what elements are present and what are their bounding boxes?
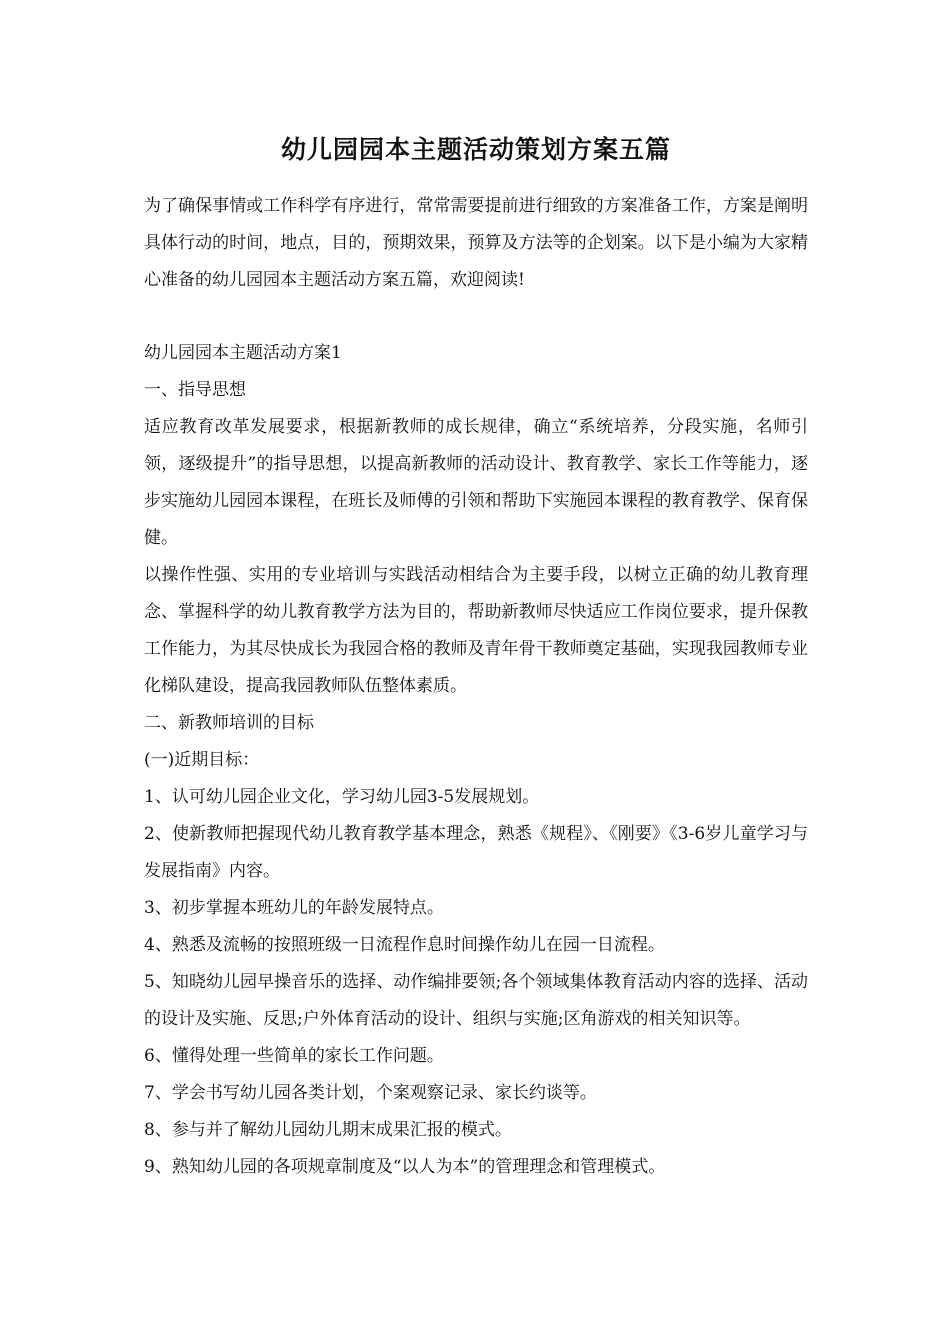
heading-training-goals: 二、新教师培训的目标 (144, 713, 314, 733)
intro-paragraph: 为了确保事情或工作科学有序进行，常常需要提前进行细致的方案准备工作，方案是阐明具体行动的时间，地点，目的，预期效果，预算及方法等的企划案。以下是小编为大家精心准备的幼儿园园本主题活动方案五篇，欢迎阅读! (144, 196, 808, 290)
list-item-goal-5: 5、知晓幼儿园早操音乐的选择、动作编排要领;各个领域集体教育活动内容的选择、活动的设计及实施、反思;户外体育活动的设计、组织与实施;区角游戏的相关知识等。 (144, 972, 808, 1029)
document-title: 幼儿园园本主题活动策划方案五篇 (280, 135, 671, 164)
document-body (144, 126, 808, 1186)
subheading-near-term-goals: (一)近期目标： (144, 750, 260, 770)
list-item-goal-9: 9、熟知幼儿园的各项规章制度及“以人为本”的管理理念和管理模式。 (144, 1157, 666, 1177)
list-item-goal-1: 1、认可幼儿园企业文化，学习幼儿园3-5发展规划。 (144, 787, 540, 807)
list-item-goal-6: 6、懂得处理一些简单的家长工作问题。 (144, 1046, 444, 1066)
section-heading-plan-1: 幼儿园园本主题活动方案1 (144, 343, 342, 363)
paragraph-spacer (144, 299, 808, 335)
list-item-goal-7: 7、学会书写幼儿园各类计划，个案观察记录、家长约谈等。 (144, 1083, 597, 1103)
list-item-goal-4: 4、熟悉及流畅的按照班级一日流程作息时间操作幼儿在园一日流程。 (144, 935, 665, 955)
paragraph-guiding-ideology: 适应教育改革发展要求，根据新教师的成长规律，确立“系统培养，分段实施，名师引领，逐级提升”的指导思想，以提高新教师的活动设计、教育教学、家长工作等能力，逐步实施幼儿园园本课程，在班长及师傅的引领和帮助下实施园本课程的教育教学、保育保健。 (144, 417, 808, 548)
list-item-goal-8: 8、参与并了解幼儿园幼儿期末成果汇报的模式。 (144, 1120, 512, 1140)
heading-guiding-ideology: 一、指导思想 (144, 380, 246, 400)
paragraph-training-means: 以操作性强、实用的专业培训与实践活动相结合为主要手段，以树立正确的幼儿教育理念、掌握科学的幼儿教育教学方法为目的，帮助新教师尽快适应工作岗位要求，提升保教工作能力，为其尽快成长为我园合格的教师及青年骨干教师奠定基础，实现我园教师专业化梯队建设，提高我园教师队伍整体素质。 (144, 565, 808, 696)
list-item-goal-2: 2、使新教师把握现代幼儿教育教学基本理念，熟悉《规程》、《刚要》《3-6岁儿童学习与发展指南》内容。 (144, 824, 808, 881)
list-item-goal-3: 3、初步掌握本班幼儿的年龄发展特点。 (144, 898, 444, 918)
